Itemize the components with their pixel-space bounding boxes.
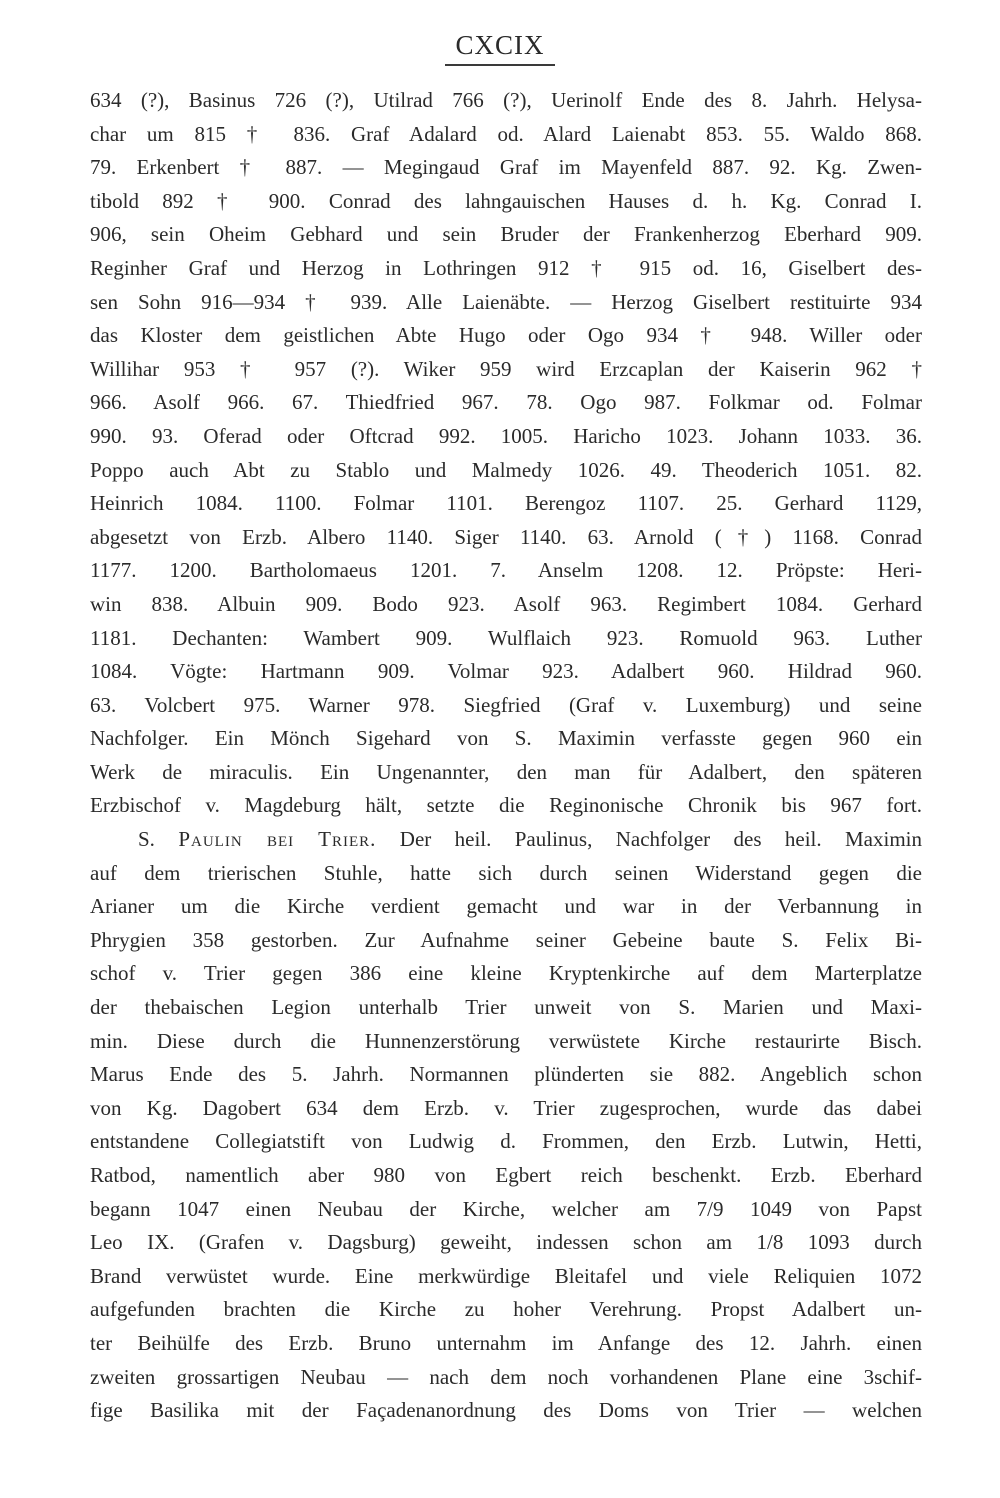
page-number: CXCIX	[445, 28, 554, 66]
text-line: begann 1047 einen Neubau der Kirche, welcher am 7/9 1049 von Papst	[90, 1196, 922, 1221]
text-line: schof v. Trier gegen 386 eine kleine Kryptenkirche auf dem Marterplatze	[90, 961, 922, 986]
text-line: zweiten grossartigen Neubau — nach dem noch vorhandenen Plane eine 3schif-	[90, 1364, 922, 1389]
text-line: Marus Ende des 5. Jahrh. Normannen plünderten sie 882. Angeblich schon	[90, 1062, 922, 1087]
body-text	[90, 84, 922, 1428]
text-line: Arianer um die Kirche verdient gemacht und war in der Verbannung in	[90, 894, 922, 919]
text-line: auf dem trierischen Stuhle, hatte sich durch seinen Widerstand gegen die	[90, 860, 922, 885]
text-line: ter Beihülfe des Erzb. Bruno unternahm im Anfange des 12. Jahrh. einen	[90, 1330, 922, 1355]
text-line: 966. Asolf 966. 67. Thiedfried 967. 78. Ogo 987. Folkmar od. Folmar	[90, 390, 922, 415]
text-line: entstandene Collegiatstift von Ludwig d. Frommen, den Erzb. Lutwin, Hetti,	[90, 1129, 922, 1154]
text-line: Heinrich 1084. 1100. Folmar 1101. Berengoz 1107. 25. Gerhard 1129,	[90, 491, 922, 516]
section-prefix: S.	[138, 827, 155, 852]
text-line: 63. Volcbert 975. Warner 978. Siegfried (Graf v. Luxemburg) und seine	[90, 692, 922, 717]
text-line: Poppo auch Abt zu Stablo und Malmedy 1026. 49. Theoderich 1051. 82.	[90, 457, 922, 482]
text-line: Nachfolger. Ein Mönch Sigehard von S. Maximin verfasste gegen 960 ein	[90, 726, 922, 751]
text-line: 906, sein Oheim Gebhard und sein Bruder der Frankenherzog Eberhard 909.	[90, 222, 922, 247]
paragraph-first-line-text: Der heil. Paulinus, Nachfolger des heil. Maximin	[399, 827, 922, 852]
text-line: char um 815 † 836. Graf Adalard od. Alard Laienabt 853. 55. Waldo 868.	[90, 121, 922, 146]
text-line: tibold 892 † 900. Conrad des lahngauischen Hauses d. h. Kg. Conrad I.	[90, 188, 922, 213]
text-line: Phrygien 358 gestorben. Zur Aufnahme seiner Gebeine baute S. Felix Bi-	[90, 927, 922, 952]
page-header	[0, 28, 1000, 66]
text-line: 1181. Dechanten: Wambert 909. Wulflaich 923. Romuold 963. Luther	[90, 625, 922, 650]
text-line: Brand verwüstet wurde. Eine merkwürdige Bleitafel und viele Reliquien 1072	[90, 1263, 922, 1288]
text-line: 79. Erkenbert † 887. — Megingaud Graf im Mayenfeld 887. 92. Kg. Zwen-	[90, 155, 922, 180]
text-line: min. Diese durch die Hunnenzerstörung verwüstete Kirche restaurirte Bisch.	[90, 1028, 922, 1053]
text-line: 1177. 1200. Bartholomaeus 1201. 7. Anselm 1208. 12. Pröpste: Heri-	[90, 558, 922, 583]
text-line: Erzbischof v. Magdeburg hält, setzte die Reginonische Chronik bis 967 fort.	[90, 793, 922, 818]
text-line: 990. 93. Oferad oder Oftcrad 992. 1005. Haricho 1023. Johann 1033. 36.	[90, 423, 922, 448]
text-line: 1084. Vögte: Hartmann 909. Volmar 923. Adalbert 960. Hildrad 960.	[90, 659, 922, 684]
text-line: sen Sohn 916—934 † 939. Alle Laienäbte. — Herzog Giselbert restituirte 934	[90, 289, 922, 314]
paragraph-first-line	[90, 823, 922, 857]
text-line: aufgefunden brachten die Kirche zu hoher Verehrung. Propst Adalbert un-	[90, 1297, 922, 1322]
text-line: Willihar 953 † 957 (?). Wiker 959 wird Erzcaplan der Kaiserin 962 †	[90, 356, 922, 381]
text-line: win 838. Albuin 909. Bodo 923. Asolf 963. Regimbert 1084. Gerhard	[90, 591, 922, 616]
text-line: Reginher Graf und Herzog in Lothringen 912 † 915 od. 16, Giselbert des-	[90, 255, 922, 280]
text-line: Ratbod, namentlich aber 980 von Egbert reich beschenkt. Erzb. Eberhard	[90, 1163, 922, 1187]
text-line: 634 (?), Basinus 726 (?), Utilrad 766 (?), Uerinolf Ende des 8. Jahrh. Helysa-	[90, 88, 922, 112]
text-line: fige Basilika mit der Façadenanordnung des Doms von Trier — welchen	[90, 1398, 922, 1423]
text-line: von Kg. Dagobert 634 dem Erzb. v. Trier zugesprochen, wurde das dabei	[90, 1095, 922, 1120]
section-heading: Paulin bei Trier.	[178, 827, 377, 852]
text-line: das Kloster dem geistlichen Abte Hugo oder Ogo 934 † 948. Willer oder	[90, 323, 922, 348]
text-line: Leo IX. (Grafen v. Dagsburg) geweiht, indessen schon am 1/8 1093 durch	[90, 1230, 922, 1255]
text-line: Werk de miraculis. Ein Ungenannter, den man für Adalbert, den späteren	[90, 759, 922, 784]
text-line: abgesetzt von Erzb. Albero 1140. Siger 1140. 63. Arnold (†) 1168. Conrad	[90, 524, 922, 549]
text-line: der thebaischen Legion unterhalb Trier unweit von S. Marien und Maxi-	[90, 995, 922, 1020]
